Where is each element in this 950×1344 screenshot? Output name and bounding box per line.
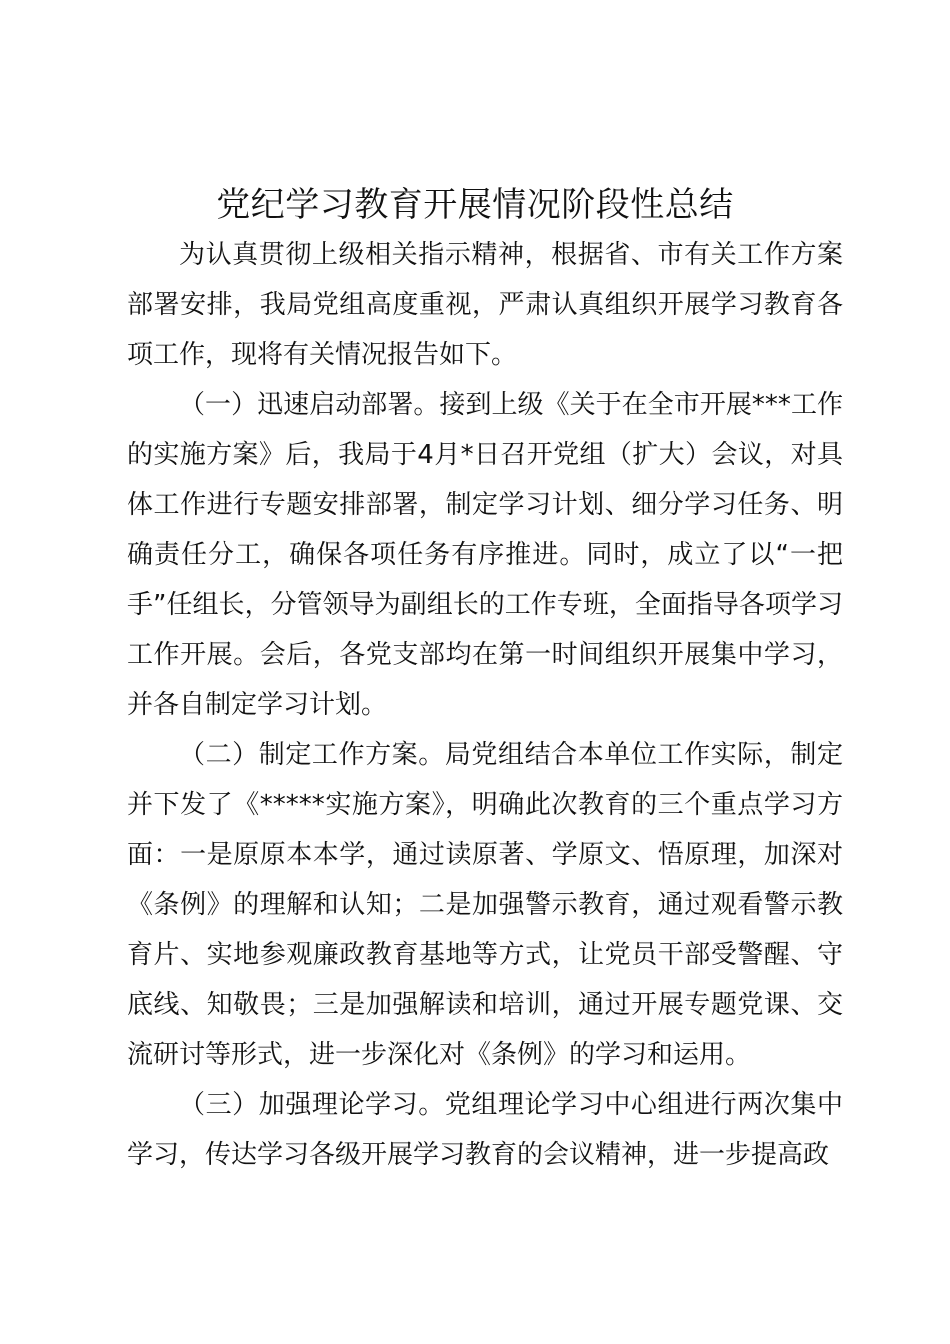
paragraph-section-3: （三）加强理论学习。党组理论学习中心组进行两次集中学习，传达学习各级开展学习教育的会议精神，进一步提高政 [127,1090,843,1170]
document-body [127,230,843,1180]
document-title: 党纪学习教育开展情况阶段性总结 [216,185,734,225]
paragraph-section-2: （二）制定工作方案。局党组结合本单位工作实际，制定并下发了《*****实施方案》，明确此次教育的三个重点学习方面：一是原原本本学，通过读原著、学原文、悟原理，加深对《条例》的理解和认知；二是加强警示教育，通过观看警示教育片、实地参观廉政教育基地等方式，让党员干部受警醒、守底线、知敬畏；三是加强解读和培训，通过开展专题党课、交流研讨等形式，进一步深化对《条例》的学习和运用。 [127,740,843,1070]
paragraph-section-1: （一）迅速启动部署。接到上级《关于在全市开展***工作的实施方案》后，我局于4月*日召开党组（扩大）会议，对具体工作进行专题安排部署，制定学习计划、细分学习任务、明确责任分工，确保各项任务有序推进。同时，成立了以“一把手”任组长，分管领导为副组长的工作专班，全面指导各项学习工作开展。会后，各党支部均在第一时间组织开展集中学习，并各自制定学习计划。 [127,390,843,720]
paragraph-intro: 为认真贯彻上级相关指示精神，根据省、市有关工作方案部署安排，我局党组高度重视，严肃认真组织开展学习教育各项工作，现将有关情况报告如下。 [127,240,843,370]
